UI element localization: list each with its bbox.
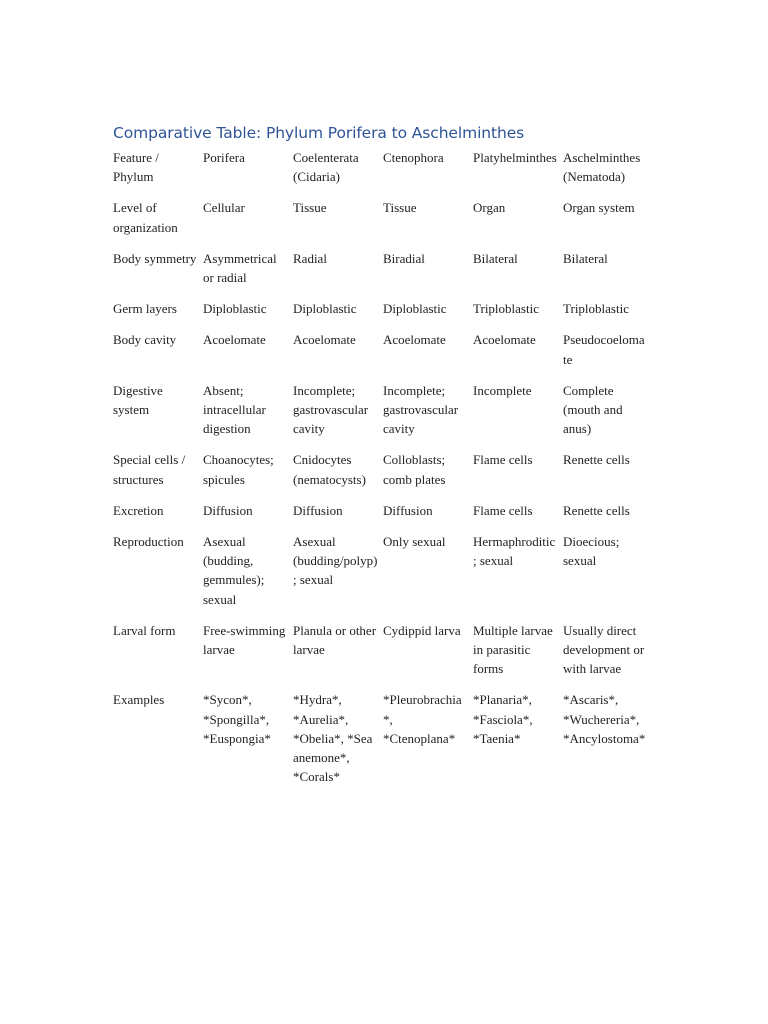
table-row — [110, 501, 650, 532]
table-cell: Absent; intracellular digestion — [203, 382, 266, 437]
table-row — [110, 299, 650, 330]
table-cell: *Pleurobrachia*, *Ctenoplana* — [383, 692, 462, 746]
table-cell: Cellular — [203, 200, 245, 216]
table-cell: Asymmetrical or radial — [203, 250, 277, 286]
table-cell: Incomplete; gastrovascular cavity — [383, 382, 459, 437]
table-cell: Acoelomate — [293, 332, 356, 348]
table-cell: Free-swimming larvae — [203, 622, 286, 658]
table-cell: Tissue — [293, 200, 327, 216]
table-cell: Bilateral — [473, 250, 518, 266]
table-cell: Dioecious; sexual — [563, 534, 620, 569]
table-cell: Flame cells — [473, 502, 533, 518]
table-cell: Hermaphroditic; sexual — [473, 534, 556, 569]
row-label-cell: Excretion — [113, 502, 164, 518]
table-cell: Incomplete — [473, 382, 532, 398]
header-cell-ctenophora: Ctenophora — [383, 150, 444, 165]
table-cell: Cydippid larva — [383, 622, 461, 638]
row-label-cell: Level of organization — [113, 200, 178, 235]
table-cell: Complete (mouth and anus) — [563, 382, 623, 437]
header-cell-aschelminthes: Aschelminthes (Nematoda) — [563, 150, 641, 185]
table-cell: Only sexual — [383, 534, 446, 550]
row-label-cell: Body symmetry — [113, 250, 197, 266]
row-label-cell: Body cavity — [113, 332, 177, 348]
table-header-row — [110, 148, 650, 198]
table-cell: Acoelomate — [203, 332, 266, 348]
table-cell: Asexual (budding/polyp); sexual — [293, 534, 378, 588]
table-cell: Flame cells — [473, 452, 533, 468]
row-label-cell: Digestive system — [113, 382, 163, 418]
table-cell: Colloblasts; comb plates — [383, 452, 446, 487]
table-row — [110, 532, 650, 621]
table-cell: Bilateral — [563, 250, 608, 266]
table-cell: Renette cells — [563, 502, 630, 518]
table-row — [110, 198, 650, 248]
table-cell: Renette cells — [563, 452, 630, 468]
table-cell: Cnidocytes (nematocysts) — [293, 452, 366, 487]
row-label-cell: Larval form — [113, 622, 176, 638]
table-cell: Triploblastic — [563, 301, 629, 317]
table-cell: Planula or other larvae — [293, 622, 377, 658]
comparison-table — [110, 148, 650, 798]
table-row — [110, 249, 650, 299]
header-cell-platyhelminthes: Platyhelminthes — [473, 150, 557, 165]
table-cell: Pseudocoelomate — [563, 332, 645, 367]
table-cell: Radial — [293, 250, 327, 266]
page-title: Comparative Table: Phylum Porifera to Aschelminthes — [113, 124, 525, 142]
table-row — [110, 621, 650, 691]
row-label-cell: Special cells / structures — [113, 452, 186, 487]
table-cell: *Ascaris*, *Wuchereria*, *Ancylostoma* — [563, 692, 646, 746]
table-cell: Diploblastic — [383, 301, 447, 317]
table-row — [110, 450, 650, 500]
table-row — [110, 330, 650, 380]
table-row — [110, 690, 650, 798]
row-label-cell: Examples — [113, 692, 165, 708]
table-cell: Tissue — [383, 200, 417, 216]
table-cell: Acoelomate — [383, 332, 446, 348]
table-cell: Organ system — [563, 200, 635, 216]
table-cell: *Sycon*, *Spongilla*, *Euspongia* — [203, 692, 271, 746]
table-cell: Asexual (budding, gemmules); sexual — [203, 534, 265, 607]
table-cell: Usually direct development or with larvae — [563, 622, 645, 677]
header-cell-coelenterata: Coelenterata (Cidaria) — [293, 150, 359, 185]
table-cell: Biradial — [383, 250, 425, 266]
row-label-cell: Germ layers — [113, 301, 177, 317]
table-cell: Organ — [473, 200, 506, 216]
table-cell: Triploblastic — [473, 301, 539, 317]
header-cell-feature: Feature / Phylum — [113, 150, 159, 185]
table-cell: Diploblastic — [293, 301, 357, 317]
table-cell: *Planaria*, *Fasciola*, *Taenia* — [473, 692, 533, 746]
table-cell: Choanocytes; spicules — [203, 452, 274, 487]
table-cell: Diffusion — [293, 502, 343, 518]
table-cell: Incomplete; gastrovascular cavity — [293, 382, 369, 437]
table-cell: Diploblastic — [203, 301, 267, 317]
header-cell-porifera: Porifera — [203, 150, 245, 165]
table-cell: Acoelomate — [473, 332, 536, 348]
table-cell: Diffusion — [203, 502, 253, 518]
table-cell: Multiple larvae in parasitic forms — [473, 622, 553, 677]
table-row — [110, 381, 650, 451]
table-cell: *Hydra*, *Aurelia*, *Obelia*, *Sea anemone*, *Corals* — [293, 692, 373, 785]
row-label-cell: Reproduction — [113, 534, 184, 550]
table-cell: Diffusion — [383, 502, 433, 518]
